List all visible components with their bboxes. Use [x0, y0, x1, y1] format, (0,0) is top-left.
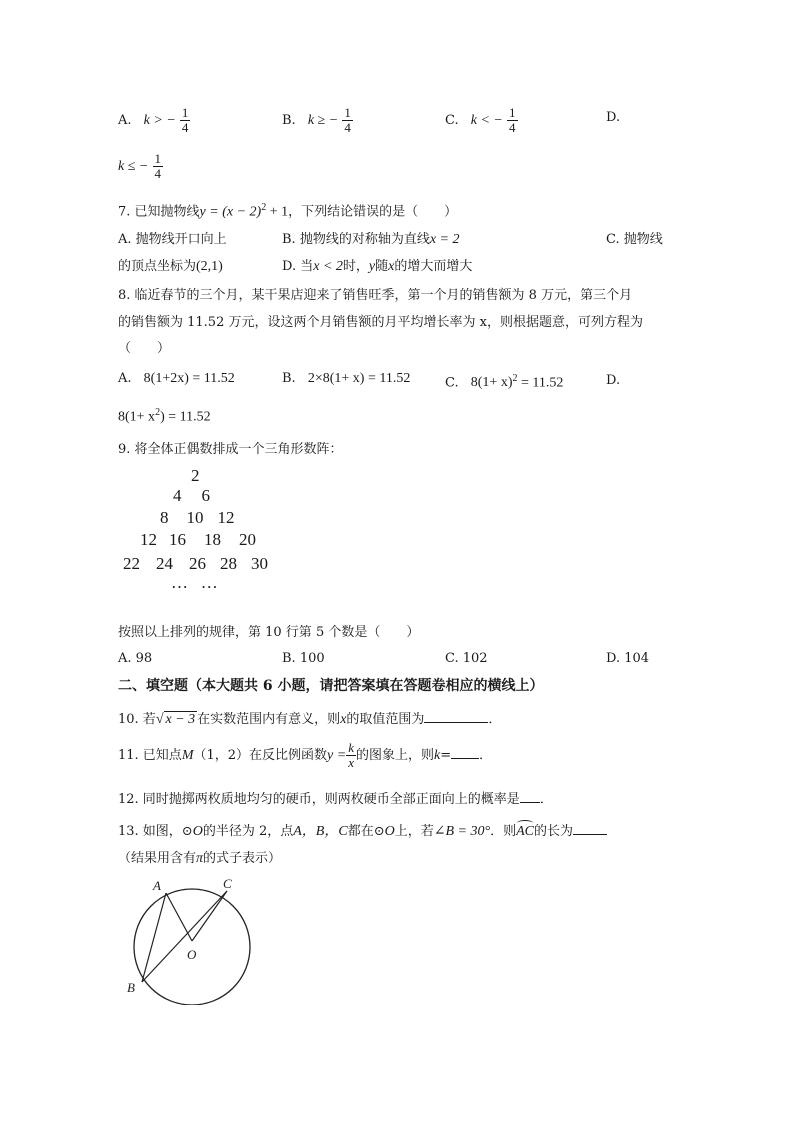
q9-stem: 9. 将全体正偶数排成一个三角形数阵：	[118, 442, 343, 457]
q7-option-d: D. 当x < 2时，y随x的增大而增大	[282, 259, 473, 274]
answer-blank[interactable]	[520, 789, 540, 803]
segment-co	[192, 891, 227, 941]
circle-diagram	[120, 875, 260, 1005]
answer-blank[interactable]	[424, 709, 488, 723]
triangle-ellipsis: … …	[171, 573, 218, 592]
q6-option-a: A. k > − $\frac{1}{4}$	[118, 105, 189, 135]
q9-option-d: D. 104	[606, 651, 650, 666]
q8-stem-line2: 的销售额为 11.52 万元，设这两个月销售额的月平均增长率为 x，则根据题意，可列方程为	[118, 315, 643, 330]
q8-option-b: B. 2×8(1+ x) = 11.52	[282, 371, 411, 386]
label-c: C	[223, 876, 232, 891]
q9-question: 按照以上排列的规律，第 10 行第 5 个数是（ ）	[118, 625, 420, 640]
q6-option-b: B. k ≥ − $\frac{1}{4}$	[282, 105, 351, 135]
q11: 11. 已知点M（1，2）在反比例函数y = $\frac{k}{x}$ 的图象上，则k= ．	[118, 740, 493, 770]
q9-option-c: C. 102	[445, 651, 488, 666]
section-heading: 二、填空题（本大题共 6 小题，请把答案填在答题卷相应的横线上）	[118, 678, 544, 694]
q9-option-a: A. 98	[118, 651, 153, 666]
q8-stem-line1: 8. 临近春节的三个月，某干果店迎来了销售旺季，第一个月的销售额为 8 万元，第三个月	[118, 288, 633, 303]
triangle-row-4: 12 16 18 20	[140, 530, 256, 549]
triangle-row-2: 4 6	[173, 486, 210, 505]
q8-stem-line3: （ ）	[118, 341, 171, 356]
q10: 10. 若√ x − 3 在实数范围内有意义，则x的取值范围为 ．	[118, 709, 501, 729]
fraction: $\frac{1}{4}$	[154, 151, 161, 181]
fraction: $\frac{1}{4}$	[509, 105, 516, 135]
triangle-row-3: 8 10 12	[160, 508, 235, 527]
fraction: $\frac{k}{x}$	[348, 740, 354, 770]
label-a: A	[153, 878, 161, 893]
label-o: O	[187, 947, 197, 962]
fraction: $\frac{1}{4}$	[344, 105, 351, 135]
q7-option-b: B. 抛物线的对称轴为直线x = 2	[282, 232, 460, 247]
q13-line1: 13. 如图，⊙O的半径为 2，点A，B，C都在⊙O上，若∠B = 30°．则 AC的长为	[118, 821, 607, 841]
q12: 12. 同时抛掷两枚质地均匀的硬币，则两枚硬币全部正面向上的概率是 ．	[118, 789, 553, 809]
q7-stem: 7. 已知抛物线$y = (x - 2)^2 + 1$，下列结论错误的是（ ）	[118, 202, 458, 220]
q8-option-a: A. 8(1+2x) = 11.52	[118, 371, 235, 386]
q6-option-d: k ≤ − $\frac{1}{4}$	[118, 151, 161, 181]
triangle-row-1: 2	[191, 466, 200, 485]
q9-option-b: B. 100	[282, 651, 325, 666]
fraction: $\frac{1}{4}$	[181, 105, 189, 135]
segment-ao	[166, 893, 192, 941]
q13-line2: （结果用含有π的式子表示）	[118, 851, 282, 866]
q6-option-d-label: D.	[606, 110, 621, 125]
answer-blank[interactable]	[573, 821, 607, 835]
q7-option-a: A. 抛物线开口向上	[118, 232, 227, 247]
q7-option-c-cont: 的顶点坐标为(2,1)	[118, 259, 223, 274]
answer-blank[interactable]	[451, 745, 479, 759]
label-b: B	[127, 980, 135, 995]
triangle-row-5: 22 24 26 28 30	[123, 554, 268, 573]
q8-option-c: C. $8(1+ x)^2 = 11.52$	[445, 373, 564, 391]
q8-option-d-label: D.	[606, 373, 621, 388]
q7-option-c: C. 抛物线	[606, 232, 663, 247]
q6-option-c: C. k < − $\frac{1}{4}$	[445, 105, 516, 135]
q8-option-d: $8(1+ x^2) = 11.52$	[118, 407, 211, 425]
